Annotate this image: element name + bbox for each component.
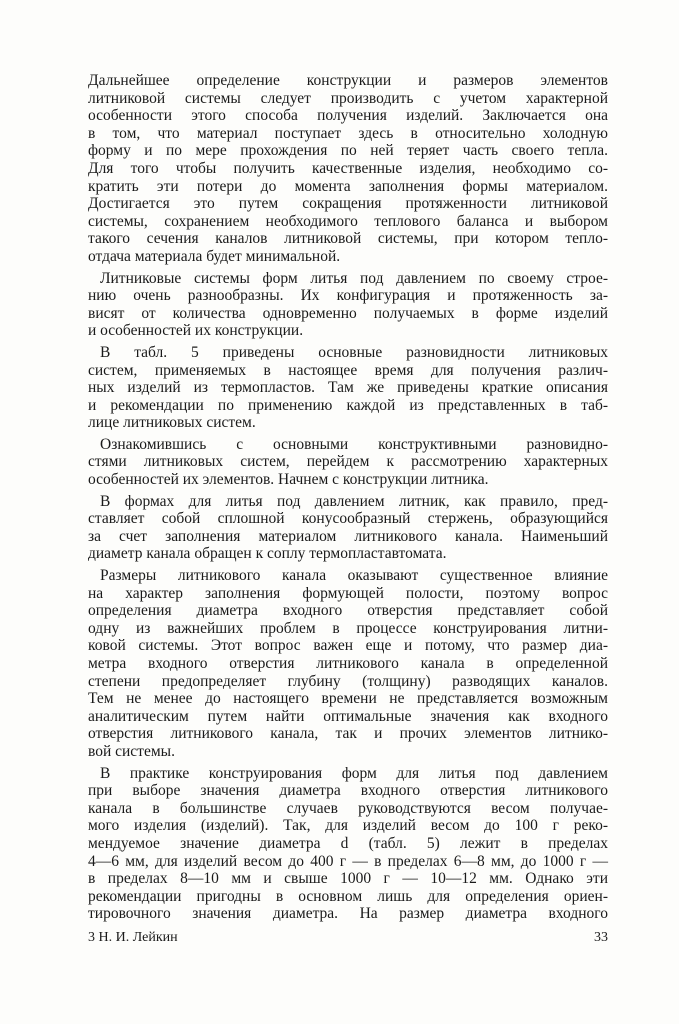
text-line: кратить эти потери до момента заполнения формы материалом. — [88, 177, 608, 195]
text-line: ных изделий из термопластов. Там же приведены краткие описания — [88, 379, 608, 397]
text-line: Ознакомившись с основными конструктивными разновидно- — [100, 435, 608, 453]
text-line: мендуемое значение диаметра d (табл. 5) лежит в пределах — [88, 834, 608, 852]
text-line: при выборе значения диаметра входного отверстия литникового — [88, 782, 608, 800]
text-line: Тем не менее до настоящего времени не представляется возможным — [88, 690, 608, 708]
text-line: степени предопределяет глубину (толщину) разводящих каналов. — [88, 672, 608, 690]
text-line: В практике конструирования форм для литья под давлением — [100, 764, 608, 782]
text-line: форму и по мере прохождения по ней теряет часть своего тепла. — [88, 142, 608, 160]
text-line: в том, что материал поступает здесь в относительно холодную — [88, 124, 608, 142]
text-line: одну из важнейших проблем в процессе конструирования литни- — [88, 619, 608, 637]
text-line: такого сечения каналов литниковой системы, при котором тепло- — [88, 230, 608, 248]
text-line: тировочного значения диаметра. На размер диаметра входного — [88, 905, 608, 923]
text-line: отдача материала будет минимальной. — [88, 247, 341, 265]
text-line: и особенностей их конструкции. — [88, 322, 304, 340]
text-line: В формах для литья под давлением литник, как правило, пред- — [100, 492, 608, 510]
text-line: Достигается это путем сокращения протяженности литниковой — [88, 195, 608, 213]
text-line: определения диаметра входного отверстия представляет собой — [88, 602, 608, 620]
paragraph-5 — [88, 493, 608, 563]
text-line: нию очень разнообразны. Их конфигурация и протяженность за- — [88, 287, 608, 305]
page-number: 33 — [594, 930, 608, 945]
paragraph-1 — [88, 72, 608, 266]
text-line: на характер заполнения формующей полости, поэтому вопрос — [88, 584, 608, 602]
text-line: ставляет собой сплошной конусообразный стержень, образующийся — [88, 510, 608, 528]
signature-mark: 3 Н. И. Лейкин — [88, 930, 178, 945]
text-line: Для того чтобы получить качественные изделия, необходимо со- — [88, 159, 608, 177]
text-line: особенности этого способа получения изделий. Заключается она — [88, 107, 608, 125]
text-line: 4—6 мм, для изделий весом до 400 г — в пределах 6—8 мм, до 1000 г — — [88, 852, 608, 870]
text-line: литниковой системы следует производить с учетом характерной — [88, 89, 608, 107]
paragraph-3 — [88, 344, 608, 432]
text-line: рекомендации пригодны в основном лишь для определения ориен- — [88, 887, 608, 905]
paragraph-2 — [88, 270, 608, 340]
text-line: аналитическим путем найти оптимальные значения как входного — [88, 707, 608, 725]
text-line: за счет заполнения материалом литникового канала. Наименьший — [88, 527, 608, 545]
text-line: особенностей их элементов. Начнем с конструкции литника. — [88, 471, 489, 489]
text-line: метра входного отверстия литникового канала в определенной — [88, 655, 608, 672]
text-line: Литниковые системы форм литья под давлением по своему строе- — [100, 269, 608, 287]
text-line: висят от количества одновременно получаемых в форме изделий — [88, 304, 608, 322]
text-line: диаметр канала обращен к соплу термопластавтомата. — [88, 545, 447, 563]
text-line: систем, применяемых в настоящее время для получения различ- — [88, 361, 608, 379]
text-line: вой системы. — [88, 742, 175, 760]
text-line: системы, сохранением необходимого теплового баланса и выбором — [88, 212, 608, 230]
paragraph-7 — [88, 765, 608, 923]
text-line: канала в большинстве случаев руководствуются весом получае- — [88, 799, 608, 817]
text-line: и рекомендации по применению каждой из представленных в таб- — [88, 396, 608, 414]
page-footer — [88, 930, 608, 950]
text-line: В табл. 5 приведены основные разновидности литниковых — [100, 343, 608, 361]
body-text — [88, 72, 608, 923]
text-line: ковой системы. Этот вопрос важен еще и потому, что размер диа- — [88, 637, 608, 655]
text-line: отверстия литникового канала, так и прочих элементов литнико- — [88, 725, 608, 743]
text-line: Размеры литникового канала оказывают существенное влияние — [100, 567, 608, 585]
text-line: стями литниковых систем, перейдем к рассмотрению характерных — [88, 453, 608, 471]
text-line: Дальнейшее определение конструкции и размеров элементов — [88, 72, 608, 89]
paragraph-6 — [88, 567, 608, 761]
text-line: в пределах 8—10 мм и свыше 1000 г — 10—12 мм. Однако эти — [88, 870, 608, 888]
text-line: лице литниковых систем. — [88, 414, 256, 432]
text-line: мого изделия (изделий). Так, для изделий весом до 100 г реко- — [88, 817, 608, 835]
paragraph-4 — [88, 436, 608, 489]
